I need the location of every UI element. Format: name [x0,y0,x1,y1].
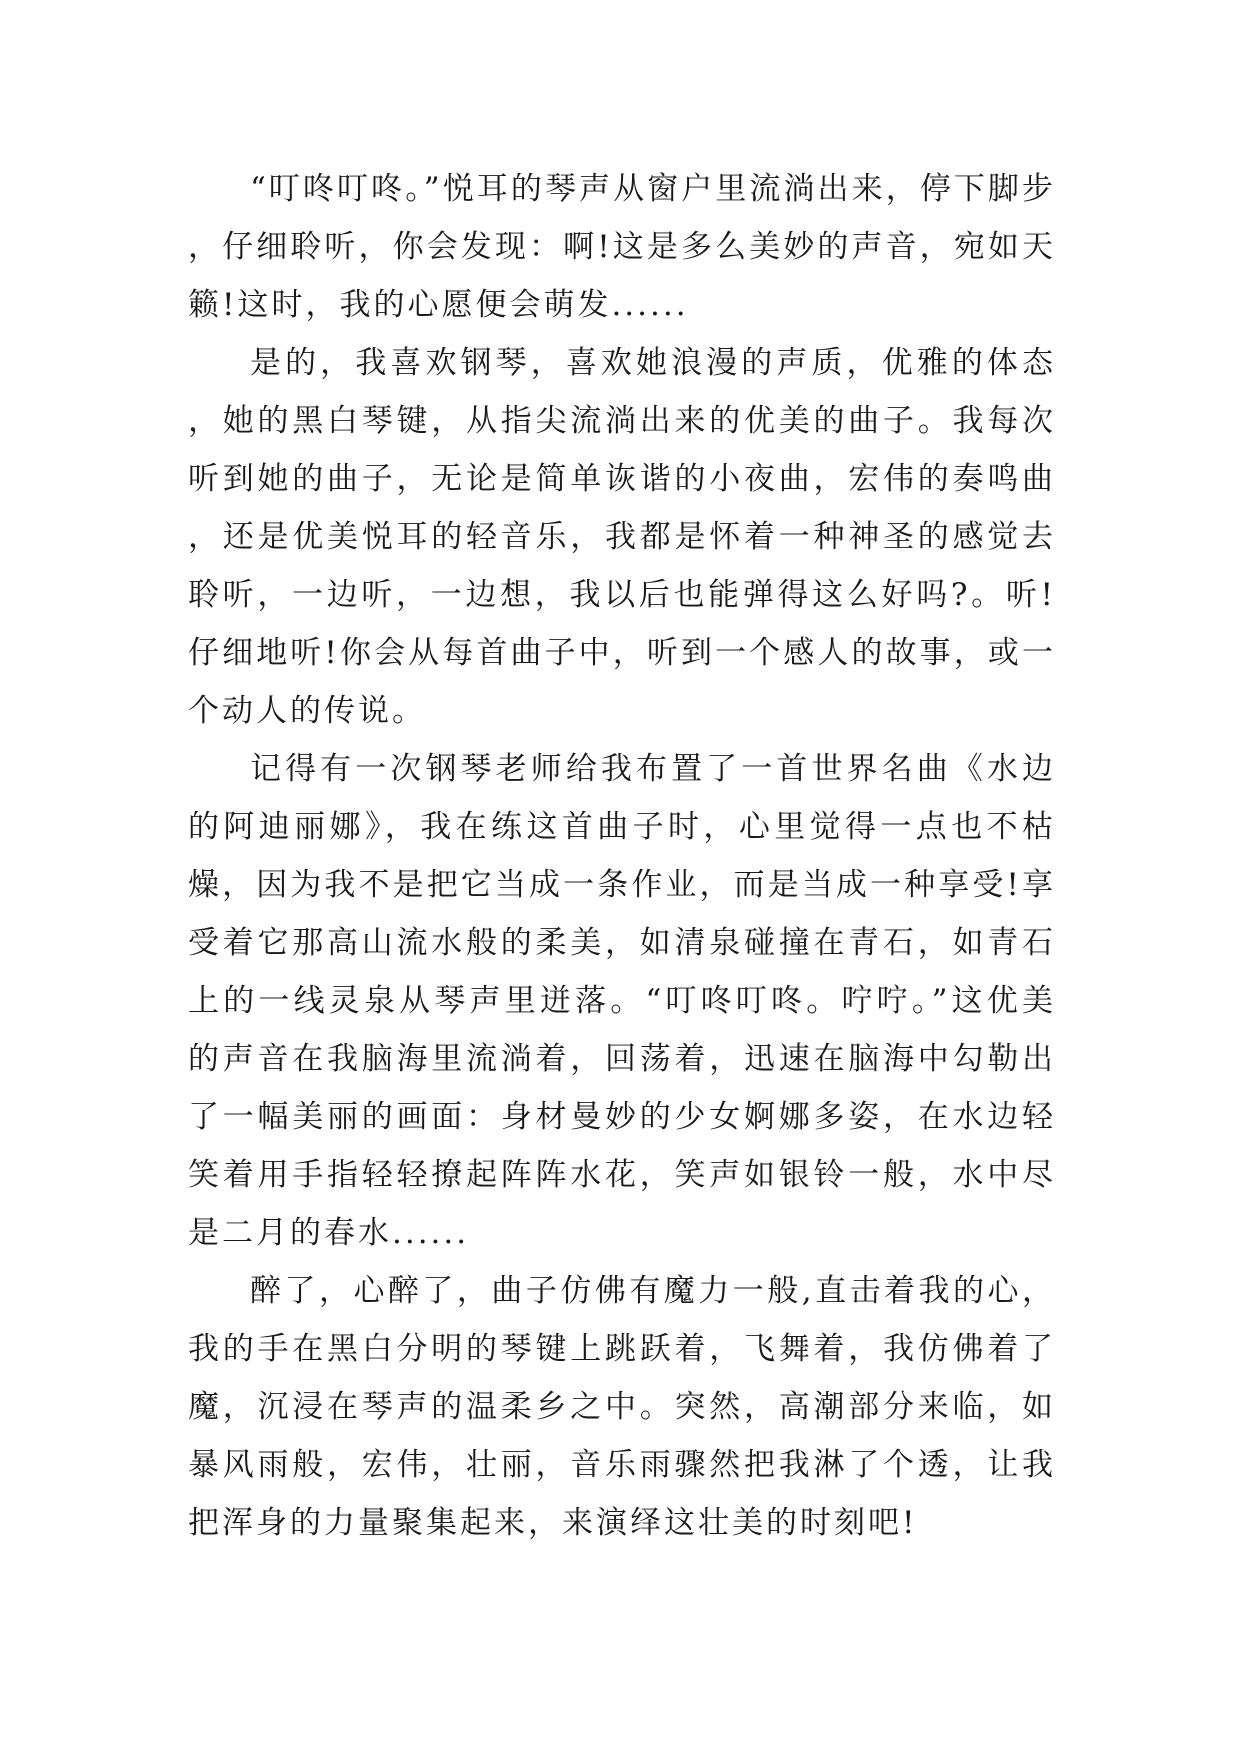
paragraph-1: “叮咚叮咚。”悦耳的琴声从窗户里流淌出来，停下脚步，仔细聆听，你会发现：啊!这是多么美妙的声音，宛如天籁!这时，我的心愿便会萌发...... [188,171,1056,323]
paragraph-4: 醉了，心醉了，曲子仿佛有魔力一般,直击着我的心，我的手在黑白分明的琴键上跳跃着，飞舞着，我仿佛着了魔，沉浸在琴声的温柔乡之中。突然，高潮部分来临，如暴风雨般，宏伟，壮丽，音乐雨骤然把我淋了个透，让我把浑身的力量聚集起来，来演绎这壮美的时刻吧! [188,1273,1056,1541]
paragraph-3: 记得有一次钢琴老师给我布置了一首世界名曲《水边的阿迪丽娜》，我在练这首曲子时，心里觉得一点也不枯燥，因为我不是把它当成一条作业，而是当成一种享受!享受着它那高山流水般的柔美，如清泉碰撞在青石，如青石上的一线灵泉从琴声里迸落。“叮咚叮咚。咛咛。”这优美的声音在我脑海里流淌着，回荡着，迅速在脑海中勾勒出了一幅美丽的画面：身材曼妙的少女婀娜多姿，在水边轻笑着用手指轻轻撩起阵阵水花，笑声如银铃一般，水中尽是二月的春水...... [188,751,1056,1251]
essay-body [188,160,1056,1552]
paragraph-2: 是的，我喜欢钢琴，喜欢她浪漫的声质，优雅的体态，她的黑白琴键，从指尖流淌出来的优美的曲子。我每次听到她的曲子，无论是简单诙谐的小夜曲，宏伟的奏鸣曲，还是优美悦耳的轻音乐，我都是怀着一种神圣的感觉去聆听，一边听，一边想，我以后也能弹得这么好吗?。听!仔细地听!你会从每首曲子中，听到一个感人的故事，或一个动人的传说。 [188,345,1056,729]
